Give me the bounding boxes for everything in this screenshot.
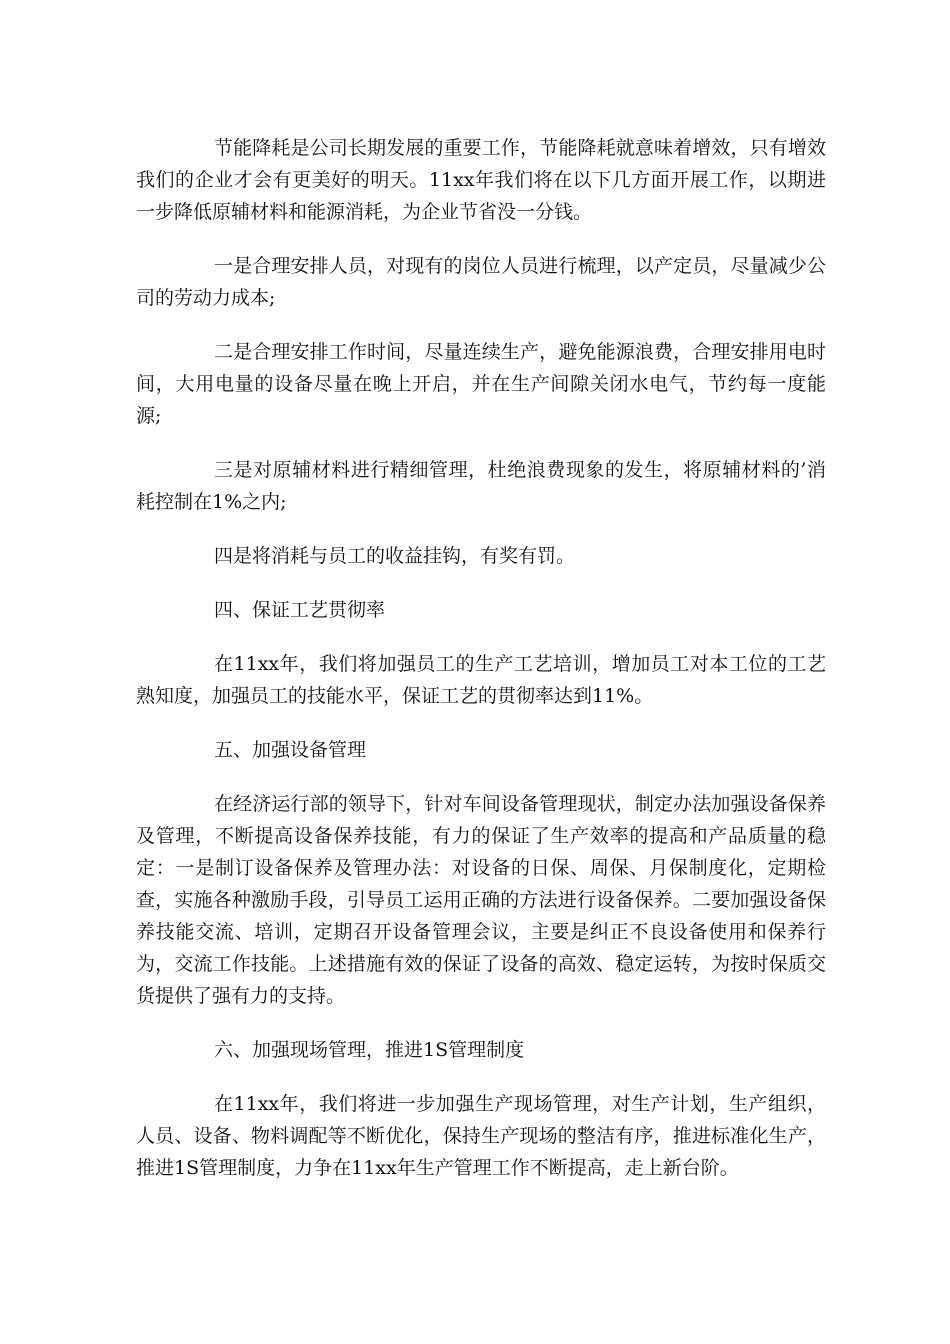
paragraph-energy-saving-intro: 节能降耗是公司长期发展的重要工作，节能降耗就意味着增效，只有增效我们的企业才会有更美好的明天。11xx年我们将在以下几方面开展工作，以期进一步降低原辅材料和能源消耗，为企业节省没一分钱。 — [136, 137, 826, 223]
paragraph-process-training: 在11xx年，我们将加强员工的生产工艺培训，增加员工对本工位的工艺熟知度，加强员工的技能水平，保证工艺的贯彻率达到11%。 — [136, 653, 826, 707]
section-heading-process: 四、保证工艺贯彻率 — [214, 599, 386, 621]
paragraph-work-time: 二是合理安排工作时间，尽量连续生产，避免能源浪费，合理安排用电时间，大用电量的设备尽量在晚上开启，并在生产间隙关闭水电气，节约每一度能源; — [136, 341, 826, 427]
section-heading-equipment: 五、加强设备管理 — [214, 739, 367, 761]
document-page — [136, 132, 826, 1184]
paragraph-staffing: 一是合理安排人员，对现有的岗位人员进行梳理，以产定员，尽量减少公司的劳动力成本; — [136, 255, 826, 309]
paragraph-site-management: 在11xx年，我们将进一步加强生产现场管理，对生产计划，生产组织，人员、设备、物料调配等不断优化，保持生产现场的整洁有序，推进标准化生产，推进1S管理制度，力争在11xx年生产管理工作不断提高，走上新台阶。 — [136, 1093, 826, 1179]
paragraph-reward-penalty: 四是将消耗与员工的收益挂钩，有奖有罚。 — [214, 545, 576, 567]
section-heading-site-management: 六、加强现场管理，推进1S管理制度 — [214, 1039, 525, 1061]
paragraph-materials: 三是对原辅材料进行精细管理，杜绝浪费现象的发生，将原辅材料的’消耗控制在1%之内; — [136, 459, 826, 513]
paragraph-equipment-management: 在经济运行部的领导下，针对车间设备管理现状，制定办法加强设备保养及管理，不断提高设备保养技能，有力的保证了生产效率的提高和产品质量的稳定：一是制订设备保养及管理办法：对设备的日保、周保、月保制度化，定期检查，实施各种激励手段，引导员工运用正确的方法进行设备保养。二要加强设备保养技能交流、培训，定期召开设备管理会议，主要是纠正不良设备使用和保养行为，交流工作技能。上述措施有效的保证了设备的高效、稳定运转，为按时保质交货提供了强有力的支持。 — [136, 793, 826, 1007]
